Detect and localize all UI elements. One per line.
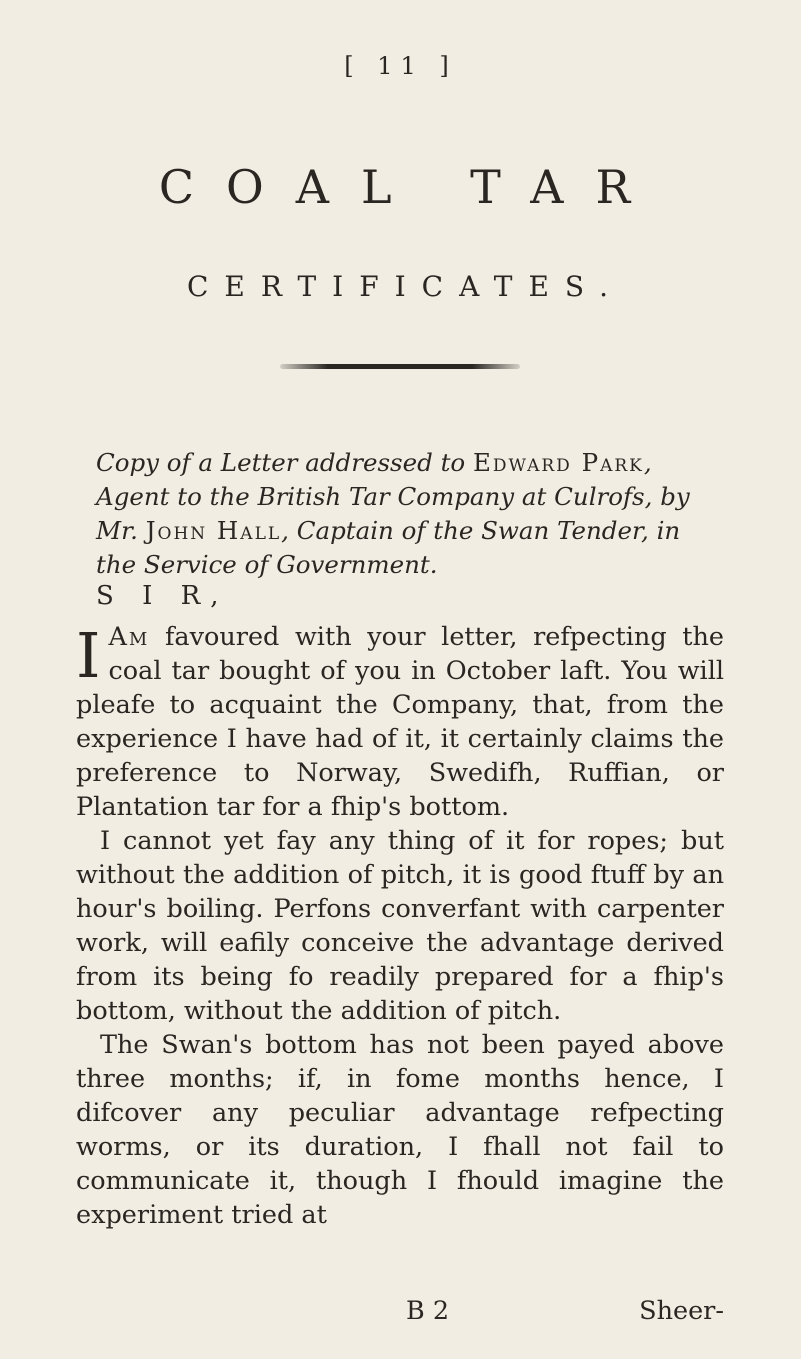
heading-text-part2: , Agent to the British Tar Company at Culrofs, by Mr. (96, 448, 690, 545)
page-number: [ 11 ] (344, 52, 457, 80)
drop-cap: I (76, 619, 101, 692)
recipient-name: Edward Park (472, 448, 644, 477)
page-title: COAL TAR (158, 160, 663, 214)
heading-text-part3: , Captain of the Swan Tender, in the Service of Government. (96, 516, 681, 579)
paragraph-1-text: favoured with your letter, refpecting the coal tar bought of you in October laft. You will pleafe to acquaint the Company, that, from the experience I have had of it, it certainly claims the preference to Norway, Swedifh, Ruffian, or Plantation tar for a fhip's bottom. (76, 622, 724, 822)
letter-paragraph-2: I cannot yet fay any thing of it for ropes; but without the addition of pitch, it is good ftuff by an hour's boiling. Perfons converfant with carpenter work, will eafily conceive the advantage derived from its being fo readily prepared for a fhip's bottom, without the addition of pitch. (76, 826, 724, 1026)
ornamental-rule (280, 364, 520, 369)
letter-paragraph-1 (76, 620, 724, 824)
catchword: Sheer- (639, 1296, 724, 1326)
signature-mark: B 2 (406, 1296, 450, 1326)
heading-text-part1: Copy of a Letter addressed to (96, 448, 473, 477)
opening-word: Am (108, 622, 150, 652)
letter-paragraph-3: The Swan's bottom has not been payed above three months; if, in fome months hence, I difcover any peculiar advantage refpecting worms, or its duration, I fhall not fail to communicate it, though I fhould imagine the experiment tried at (76, 1030, 724, 1230)
letter-heading (96, 446, 716, 582)
page-subtitle: CERTIFICATES. (187, 270, 624, 303)
author-name: John Hall (145, 516, 282, 545)
letter-body (76, 620, 724, 1232)
salutation: S I R, (96, 581, 229, 611)
